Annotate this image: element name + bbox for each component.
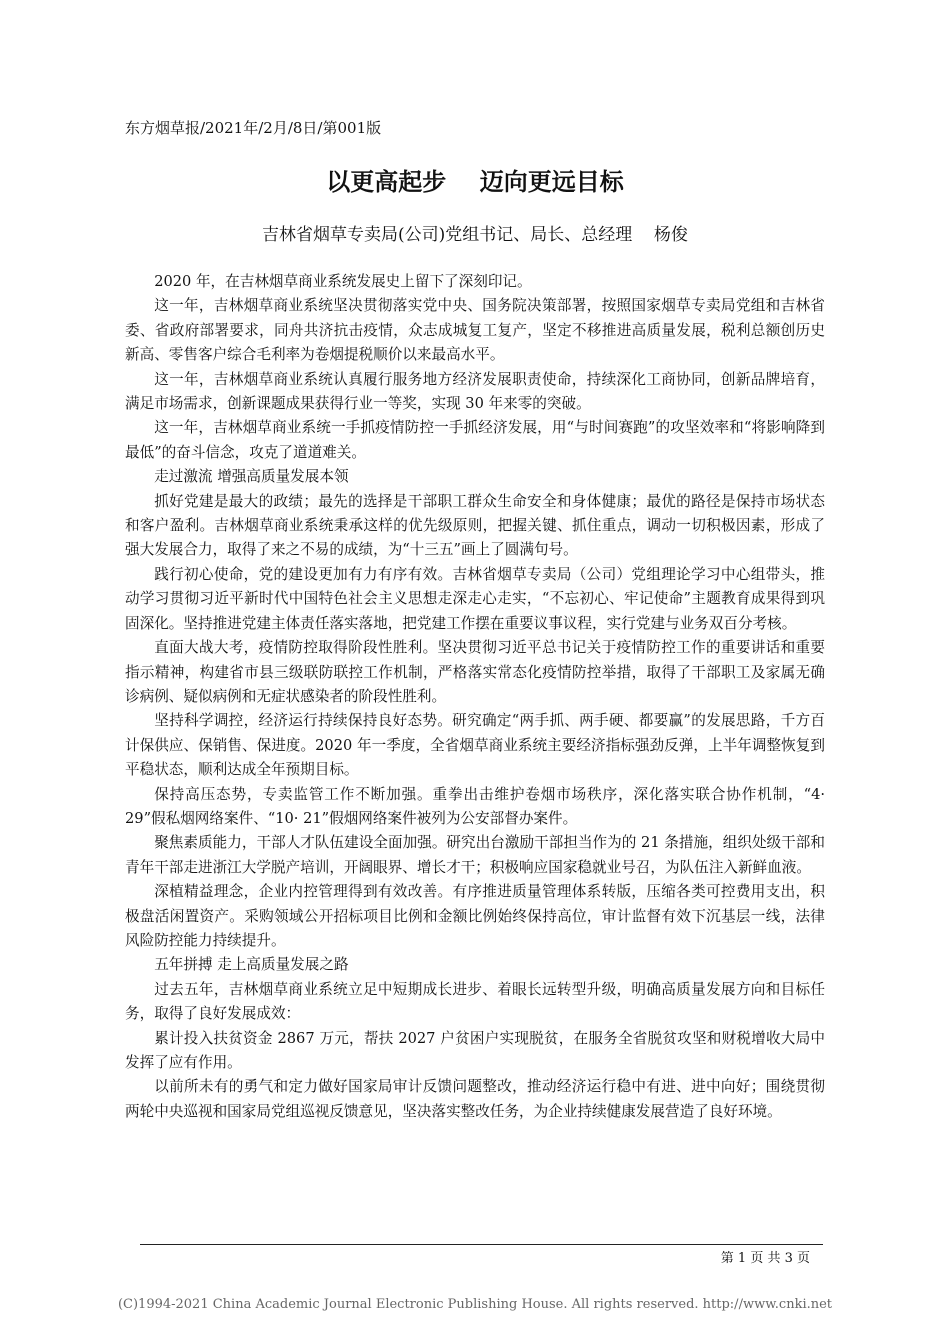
article-author: 吉林省烟草专卖局(公司)党组书记、局长、总经理 杨俊 [262,225,688,245]
paragraph: 这一年，吉林烟草商业系统坚决贯彻落实党中央、国务院决策部署，按照国家烟草专卖局党组和吉林省委、省政府部署要求，同舟共济抗击疫情，众志成城复工复产，坚定不移推进高质量发展，税利总额创历史新高、零售客户综合毛利率为卷烟提税顺价以来最高水平。 [125,297,825,364]
paragraph: 这一年，吉林烟草商业系统认真履行服务地方经济发展职责使命，持续深化工商协同，创新品牌培育，满足市场需求，创新课题成果获得行业一等奖，实现 30 年来零的突破。 [125,370,825,413]
paragraph: 2020 年，在吉林烟草商业系统发展史上留下了深刻印记。 [154,273,532,290]
section-heading: 走过激流 增强高质量发展本领 [154,468,349,486]
publication-source: 东方烟草报/2021年/2月/8日/第001版 [125,119,382,137]
paragraph: 这一年，吉林烟草商业系统一手抓疫情防控一手抓经济发展，用“与时间赛跑”的攻坚效率和“将影响降到最低”的奋斗信念，攻克了道道难关。 [125,419,825,461]
page-number: 第 1 页 共 3 页 [720,1251,810,1266]
article-body [125,270,825,1124]
paragraph: 直面大战大考，疫情防控取得阶段性胜利。坚决贯彻习近平总书记关于疫情防控工作的重要讲话和重要指示精神，构建省市县三级联防联控工作机制，严格落实常态化疫情防控举措，取得了干部职工及家属无确诊病例、疑似病例和无症状感染者的阶段性胜利。 [125,639,825,705]
section-heading: 五年拼搏 走上高质量发展之路 [154,956,349,974]
paragraph: 践行初心使命，党的建设更加有力有序有效。吉林省烟草专卖局（公司）党组理论学习中心组带头，推动学习贯彻习近平新时代中国特色社会主义思想走深走心走实，“不忘初心、牢记使命”主题教育成果得到巩固深化。坚持推进党建主体责任落实落地，把党建工作摆在重要议事议程，实行党建与业务双百分考核。 [125,565,825,632]
paragraph: 坚持科学调控，经济运行持续保持良好态势。研究确定“两手抓、两手硬、都要赢”的发展思路，千方百计保供应、保销售、保进度。2020 年一季度，全省烟草商业系统主要经济指标强劲反弹，上半年调整恢复到平稳状态，顺利达成全年预期目标。 [125,712,825,779]
paragraph: 累计投入扶贫资金 2867 万元，帮扶 2027 户贫困户实现脱贫，在服务全省脱贫攻坚和财税增收大局中发挥了应有作用。 [125,1029,825,1071]
footer-divider [140,1244,823,1245]
paragraph: 聚焦素质能力，干部人才队伍建设全面加强。研究出台激励干部担当作为的 21 条措施，组织处级干部和青年干部走进浙江大学脱产培训，开阔眼界、增长才干；积极响应国家稳就业号召，为队伍注入新鲜血液。 [125,834,825,876]
paragraph: 深植精益理念，企业内控管理得到有效改善。有序推进质量管理体系转版，压缩各类可控费用支出，积极盘活闲置资产。采购领域公开招标项目比例和金额比例始终保持高位，审计监督有效下沉基层一线，法律风险防控能力持续提升。 [125,883,825,949]
article-title: 以更高起步 迈向更远目标 [326,167,624,196]
copyright-notice: (C)1994-2021 China Academic Journal Electronic Publishing House. All rights reserved. http://www.cnki.net [117,1297,833,1312]
paragraph: 过去五年，吉林烟草商业系统立足中短期成长进步、着眼长远转型升级，明确高质量发展方向和目标任务，取得了良好发展成效： [125,980,825,1023]
paragraph: 以前所未有的勇气和定力做好国家局审计反馈问题整改，推动经济运行稳中有进、进中向好；围绕贯彻两轮中央巡视和国家局党组巡视反馈意见，坚决落实整改任务，为企业持续健康发展营造了良好环境。 [125,1078,825,1120]
paragraph: 保持高压态势，专卖监管工作不断加强。重拳出击维护卷烟市场秩序，深化落实联合协作机制，“4· 29”假私烟网络案件、“10· 21”假烟网络案件被列为公安部督办案件。 [125,785,825,827]
paragraph: 抓好党建是最大的政绩；最先的选择是干部职工群众生命安全和身体健康；最优的路径是保持市场状态和客户盈利。吉林烟草商业系统秉承这样的优先级原则，把握关键、抓住重点，调动一切积极因素，形成了强大发展合力，取得了来之不易的成绩，为“十三五”画上了圆满句号。 [125,492,825,559]
